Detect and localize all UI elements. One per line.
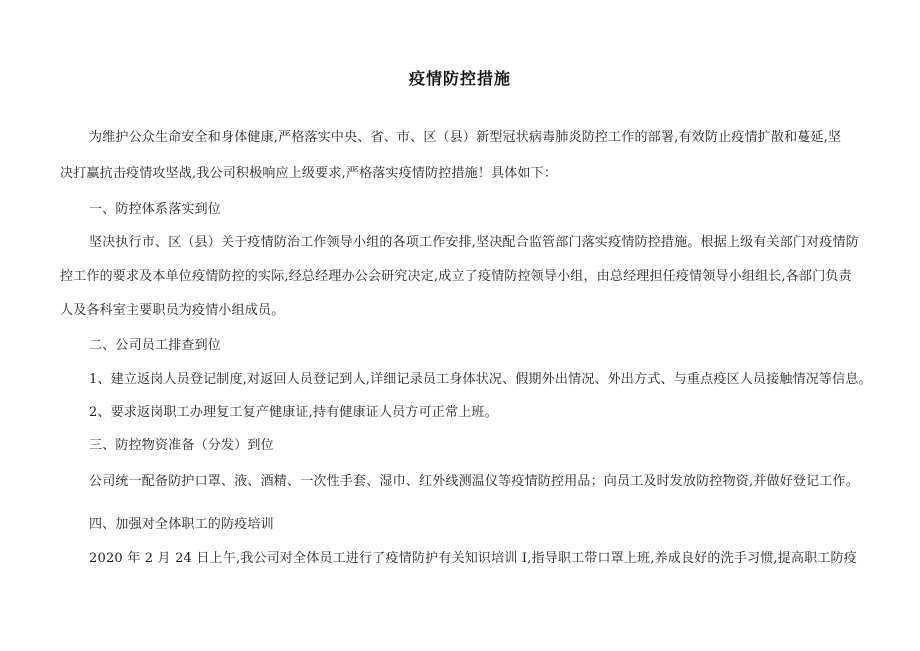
section-4-line-1: 2020 年 2 月 24 日上午,我公司对全体员工进行了疫情防护有关知识培训 I,指导职工带口罩上班,养成良好的洗手习惯,提高职工防疫 (89, 551, 857, 566)
section-heading-2: 二、公司员工排查到位 (89, 338, 222, 353)
section-2-item-2: 2、要求返岗职工办理复工复产健康证,持有健康证人员方可正常上班。 (89, 405, 498, 420)
paragraph-intro-line-1: 为维护公众生命安全和身体健康,严格落实中央、省、市、区（县）新型冠状病毒肺炎防控工作的部署,有效防止疫情扩散和蔓延,坚 (89, 130, 842, 145)
paragraph-intro-line-2: 决打赢抗击疫情攻坚战,我公司积极响应上级要求,严格落实疫情防控措施！具体如下： (60, 166, 558, 181)
section-3-line-1: 公司统一配备防护口罩、液、酒精、一次性手套、湿巾、红外线测温仪等疫情防控用品；向员工及时发放防控物资,并做好登记工作。 (89, 474, 859, 489)
document-title: 疫情防控措施 (408, 69, 511, 88)
section-1-line-3: 人及各科室主要职员为疫情小组成员。 (60, 303, 285, 318)
section-1-line-1: 坚决执行市、区（县）关于疫情防治工作领导小组的各项工作安排,坚决配合监管部门落实疫情防控措施。根据上级有关部门对疫情防 (89, 235, 859, 250)
section-heading-3: 三、防控物资准备（分发）到位 (89, 438, 274, 453)
section-heading-4: 四、加强对全体职工的防疫培训 (89, 517, 274, 532)
section-1-line-2: 控工作的要求及本单位疫情防控的实际,经总经理办公会研究决定,成立了疫情防控领导小组，由总经理担任疫情领导小组组长,各部门负责 (60, 269, 852, 284)
section-2-item-1: 1、建立返岗人员登记制度,对返回人员登记到人,详细记录员工身体状况、假期外出情况、外出方式、与重点疫区人员接触情况等信息。 (89, 372, 872, 387)
section-heading-1: 一、防控体系落实到位 (89, 202, 222, 217)
